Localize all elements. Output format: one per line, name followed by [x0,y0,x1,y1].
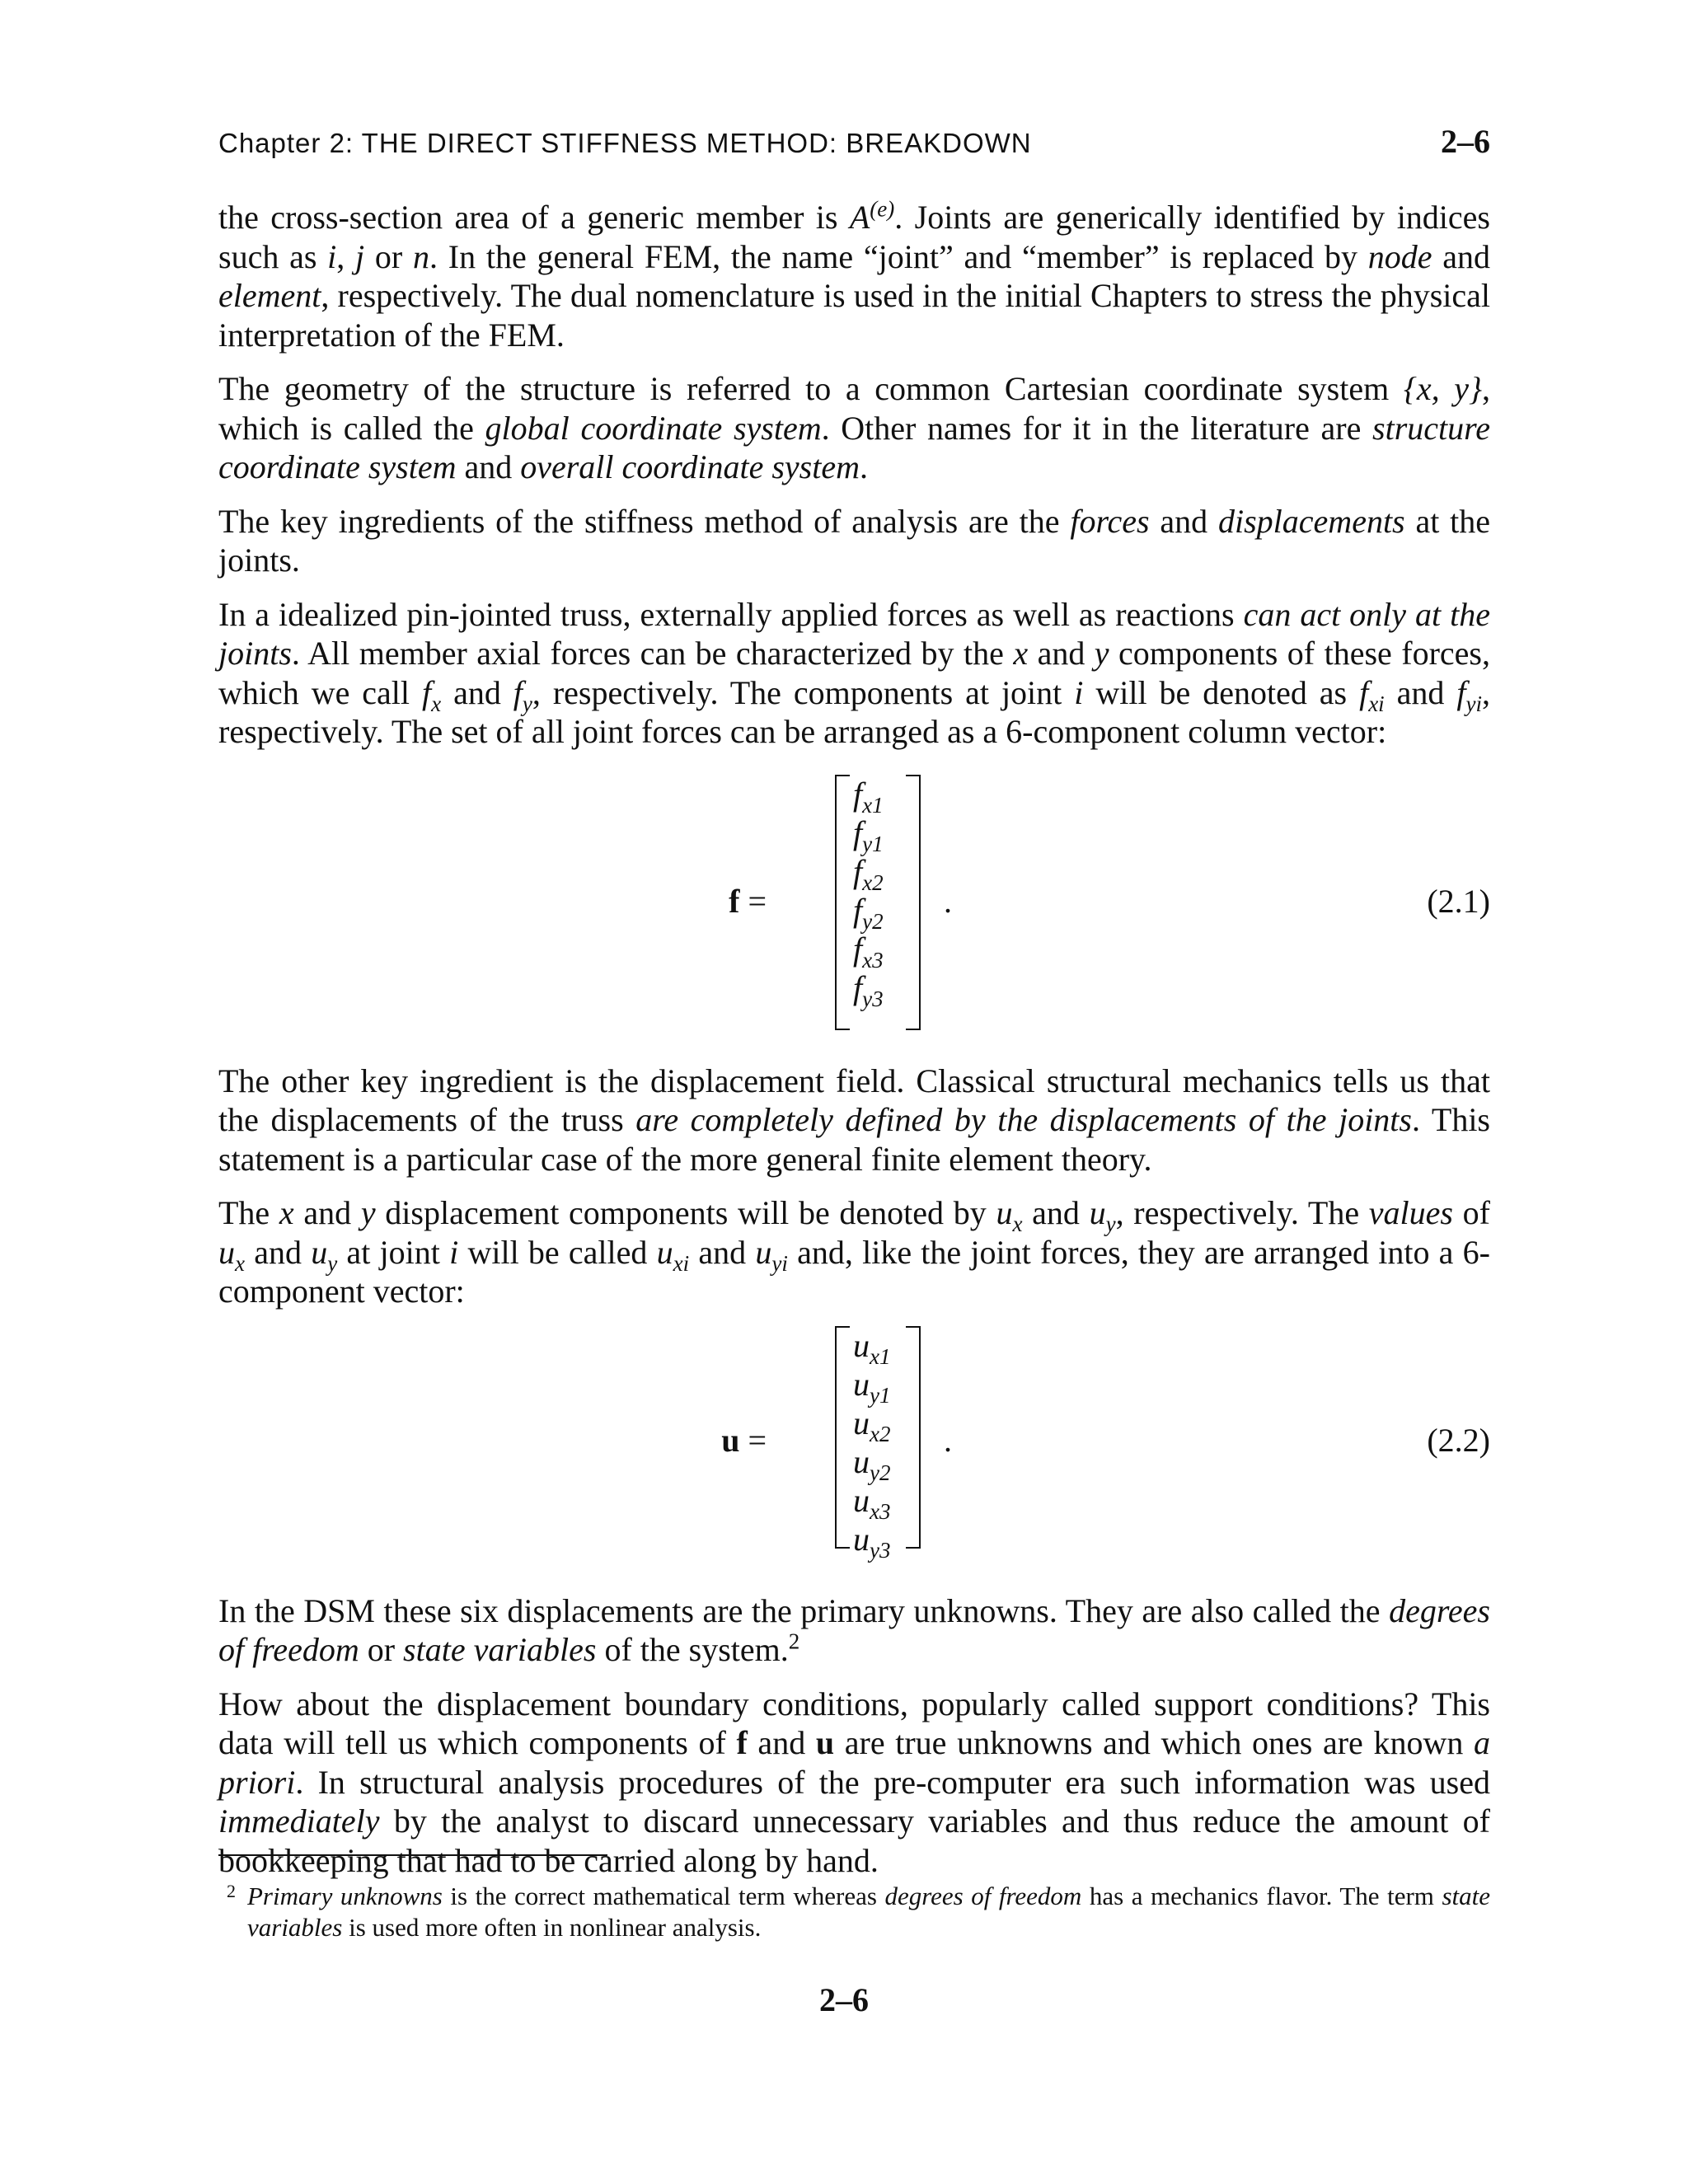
text: and [1022,1194,1090,1231]
text: . Joints are generically identified by indices such as [218,199,1490,275]
term-a-priori: a priori [218,1724,1490,1801]
entry-base: u [853,1365,870,1403]
text: and, like the joint forces, they are arranged into a 6-component vector: [218,1233,1490,1310]
text: the cross-section area of a generic member is [218,199,850,236]
math-u: u [1089,1194,1106,1231]
term-element: element [218,277,321,314]
math-i: i [449,1233,459,1271]
equals-sign: = [739,882,767,920]
equation-period: . [944,882,952,920]
entry-subscript: y1 [870,1382,891,1408]
text: at joint [337,1233,450,1271]
equation-number: (2.1) [1427,882,1490,920]
entry-subscript: x3 [862,947,884,972]
text: and [456,448,521,485]
vector-entries [853,1326,911,1563]
text: , respectively. The components at joint [532,673,1075,711]
text: and [293,1194,361,1231]
term-state-variables: state variables [247,1882,1490,1942]
vector-entry [853,852,911,895]
term-degrees-of-freedom: degrees of freedom [218,1591,1490,1668]
text: . In structural analysis procedures of the pre-computer era such information was used [295,1763,1490,1801]
equation-period: . [944,1421,952,1459]
math-u: u [311,1233,328,1271]
paragraph-8 [218,1685,1490,1881]
text: , respectively. The set of all joint forces can be arranged as a 6-component column vector: [218,673,1490,750]
vector-entry [853,813,911,856]
term-global-coordinate-system: global coordinate system [485,409,822,447]
math-sub: y [522,691,532,716]
math-sub: x [431,691,442,716]
math-j: j [355,237,365,275]
text: or [364,237,414,275]
vector-entry [853,968,911,1011]
math-f: f [422,673,432,711]
math-sub: xi [673,1250,690,1276]
vector-entry [853,1520,911,1563]
math-f: f [1359,673,1369,711]
text: will be called [458,1233,657,1271]
math-sub: y [327,1250,338,1276]
math-u: u [218,1233,235,1271]
math-f: f [1456,673,1466,711]
text: and [747,1724,816,1761]
page-number-top: 2–6 [1441,123,1490,160]
text: How about the displacement boundary conditions, popularly called support conditions? This data will tell us which components of [218,1685,1490,1761]
paragraph-3 [218,502,1490,580]
text: and [1149,502,1218,540]
entry-base: u [853,1481,870,1519]
footnote [218,1881,1490,1943]
text: In the DSM these six displacements are the primary unknowns. They are also called the [218,1591,1390,1629]
text: . In the general FEM, the name “joint” and “member” is replaced by [429,237,1368,275]
page-body [218,198,1490,1895]
vector-entry [853,1481,911,1524]
equation-2-1 [218,775,1490,1030]
text: and [441,673,513,711]
equation-lhs [729,882,767,921]
entry-base: u [853,1442,870,1480]
text: . All member axial forces can be characterized by the [291,635,1014,672]
term-state-variables: state variables [403,1631,597,1668]
math-y: y [360,1194,376,1231]
vector-entry [853,1365,911,1408]
math-u: u [656,1233,673,1271]
text: In a idealized pin-jointed truss, externally applied forces as well as reactions [218,595,1244,633]
entry-subscript: y1 [862,831,884,856]
text: or [359,1631,404,1668]
paragraph-5 [218,1062,1490,1179]
math-u: u [996,1194,1013,1231]
text: , [336,237,356,275]
vector-entry [853,891,911,934]
equation-2-2 [218,1326,1490,1563]
vector-entry [853,775,911,818]
equation-lhs [721,1421,767,1460]
math-x: x [1013,635,1029,672]
entry-subscript: y3 [870,1537,891,1563]
paragraph-2 [218,369,1490,487]
entry-subscript: x2 [870,1421,891,1446]
entry-base: u [853,1326,870,1364]
math-n: n [413,237,430,275]
text: of [1452,1194,1490,1231]
math-y: y [1094,635,1109,672]
math-coord: {x, y} [1403,370,1483,407]
vector-entry [853,1442,911,1485]
text: . This statement is a particular case of the more general finite element theory. [218,1101,1490,1178]
emphasis: can act only at the joints [218,595,1490,672]
paragraph-6 [218,1193,1490,1311]
entry-subscript: x3 [870,1498,891,1524]
text: The [218,1194,279,1231]
page-number-bottom: 2–6 [819,1981,869,2018]
text: The other key ingredient is the displacement field. Classical structural mechanics tells us that the displacements of the truss [218,1062,1490,1138]
math-u: u [755,1233,772,1271]
text: has a mechanics flavor. The term [1081,1882,1442,1910]
entry-base: f [853,891,863,929]
text: and [244,1233,312,1271]
vector-entry [853,930,911,972]
entry-base: f [853,930,863,968]
chapter-title: Chapter 2: THE DIRECT STIFFNESS METHOD: BREAKDOWN [218,128,1032,158]
vector-entry [853,1326,911,1369]
text: , which is called the [218,370,1491,447]
text: , respectively. The dual nomenclature is used in the initial Chapters to stress the physical interpretation of the FEM. [218,277,1490,354]
text: at the joints. [218,502,1490,579]
footnote-divider [218,1854,607,1856]
math-sub: x [1012,1212,1023,1236]
entry-subscript: x1 [870,1343,891,1369]
entry-subscript: x1 [862,792,884,818]
running-header [218,122,1490,163]
entry-base: f [853,813,863,851]
equation-number: (2.2) [1427,1421,1490,1459]
text: by the analyst to discard unnecessary variables and thus reduce the amount of bookkeeping that had to be carried along by hand. [218,1802,1490,1879]
equals-sign: = [739,1421,767,1459]
footnote-number: 2 [227,1881,236,1901]
vector-entry [853,1404,911,1446]
math-A: A [849,199,870,236]
text: . [860,448,868,485]
vector-f: f [729,882,740,920]
text: is the correct mathematical term whereas [442,1882,885,1910]
math-sub: yi [1465,691,1482,716]
entry-base: u [853,1404,870,1441]
emphasis: are completely defined by the displacements of the joints [635,1101,1412,1138]
text: . Other names for it in the literature are [821,409,1373,447]
vector-entries [853,775,911,1011]
text: and [1384,673,1457,711]
text: components of these forces, which we call [218,635,1490,711]
math-sub: xi [1368,691,1385,716]
text: is used more often in nonlinear analysis. [342,1913,762,1942]
text: The geometry of the structure is referred to a common Cartesian coordinate system [218,370,1404,407]
math-sub: x [235,1250,245,1276]
term-forces: forces [1070,502,1150,540]
math-x: x [279,1194,294,1231]
term-node: node [1367,237,1432,275]
math-sub: y [1105,1212,1116,1236]
term-immediately: immediately [218,1802,380,1840]
term-structure-coordinate-system: structure coordinate system [218,409,1490,485]
math-f: f [513,673,523,711]
footnote-marker: 2 [788,1629,800,1654]
paragraph-4 [218,595,1490,752]
text: and [1028,635,1095,672]
math-sup: (e) [870,196,895,222]
math-i: i [1074,673,1084,711]
text: The key ingredients of the stiffness method of analysis are the [218,502,1071,540]
entry-subscript: y3 [862,986,884,1011]
text: displacement components will be denoted by [375,1194,996,1231]
entry-base: f [853,852,863,890]
text: will be denoted as [1083,673,1360,711]
entry-subscript: x2 [862,869,884,895]
term-overall-coordinate-system: overall coordinate system [520,448,860,485]
text: , respectively. The [1115,1194,1369,1231]
paragraph-7 [218,1591,1490,1670]
text: and [1432,237,1491,275]
entry-subscript: y2 [862,908,884,934]
text: and [689,1233,756,1271]
entry-base: f [853,968,863,1006]
text: of the system. [596,1631,789,1668]
entry-subscript: y2 [870,1460,891,1485]
math-sub: yi [771,1250,788,1276]
term-primary-unknowns: Primary unknowns [247,1882,443,1910]
text: are true unknowns and which ones are known [834,1724,1474,1761]
entry-base: f [853,775,863,813]
term-values: values [1368,1194,1453,1231]
term-displacements: displacements [1218,502,1405,540]
vector-u: u [721,1421,740,1459]
vector-f: f [736,1724,748,1761]
paragraph-1 [218,198,1490,354]
term-degrees-of-freedom: degrees of freedom [884,1882,1082,1910]
entry-base: u [853,1520,870,1558]
vector-u: u [815,1724,835,1761]
math-i: i [327,237,337,275]
